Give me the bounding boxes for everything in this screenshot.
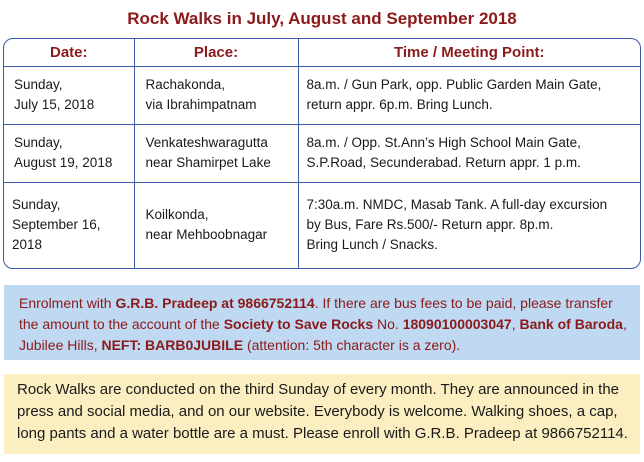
cell-time: 8a.m. / Opp. St.Ann’s High School Main Gate, S.P.Road, Secunderabad. Return appr. 1 p.m.: [298, 124, 640, 182]
table-row: [4, 66, 640, 124]
cell-time: 7:30a.m. NMDC, Masab Tank. A full-day excursion by Bus, Fare Rs.500/- Return appr. 8p.m. Bring Lunch / Snacks.: [298, 182, 640, 268]
cell-date: Sunday, July 15, 2018: [14, 77, 95, 112]
page-title: Rock Walks in July, August and September 2018: [127, 9, 517, 28]
header-date: Date:: [4, 39, 134, 66]
cell-place: Rachakonda, via Ibrahimpatnam: [134, 66, 298, 124]
cell-place: Venkateshwaragutta near Shamirpet Lake: [134, 124, 298, 182]
cell-place: Koilkonda, near Mehboobnagar: [134, 182, 298, 268]
cell-time: 8a.m. / Gun Park, opp. Public Garden Main Gate, return appr. 6p.m. Bring Lunch.: [298, 66, 640, 124]
table-header-row: [4, 39, 640, 66]
header-place: Place:: [134, 39, 298, 66]
info-notice: Rock Walks are conducted on the third Sunday of every month. They are announced in the press and social media, and on our website. Everybody is welcome. Walking shoes, a cap, long pants and a water bottle are a must. Please enroll with G.R.B. Pradeep at 9866752114.: [4, 374, 640, 454]
header-time: Time / Meeting Point:: [298, 39, 640, 66]
table-row: [4, 124, 640, 182]
schedule-table: [3, 38, 641, 269]
society-name: Society to Save Rocks: [223, 316, 374, 332]
neft-code: NEFT: BARB0JUBILE: [101, 337, 244, 353]
enrolment-notice: Enrolment with G.R.B. Pradeep at 9866752114. If there are bus fees to be paid, please transfer the amount to the account of the Society to Save Rocks No. 18090100003047, Bank of Baroda, Jubilee Hills, NEFT: BARB0JUBILE (attention: 5th character is a zero).: [4, 285, 640, 360]
cell-date: Sunday, August 19, 2018: [4, 124, 134, 182]
account-number: 18090100003047: [402, 316, 512, 332]
cell-date: Sunday, September 16, 2018: [4, 182, 134, 268]
table-row: [4, 182, 640, 268]
bank-name: Bank of Baroda: [519, 316, 623, 332]
organizer-contact: G.R.B. Pradeep at 9866752114: [115, 295, 315, 311]
